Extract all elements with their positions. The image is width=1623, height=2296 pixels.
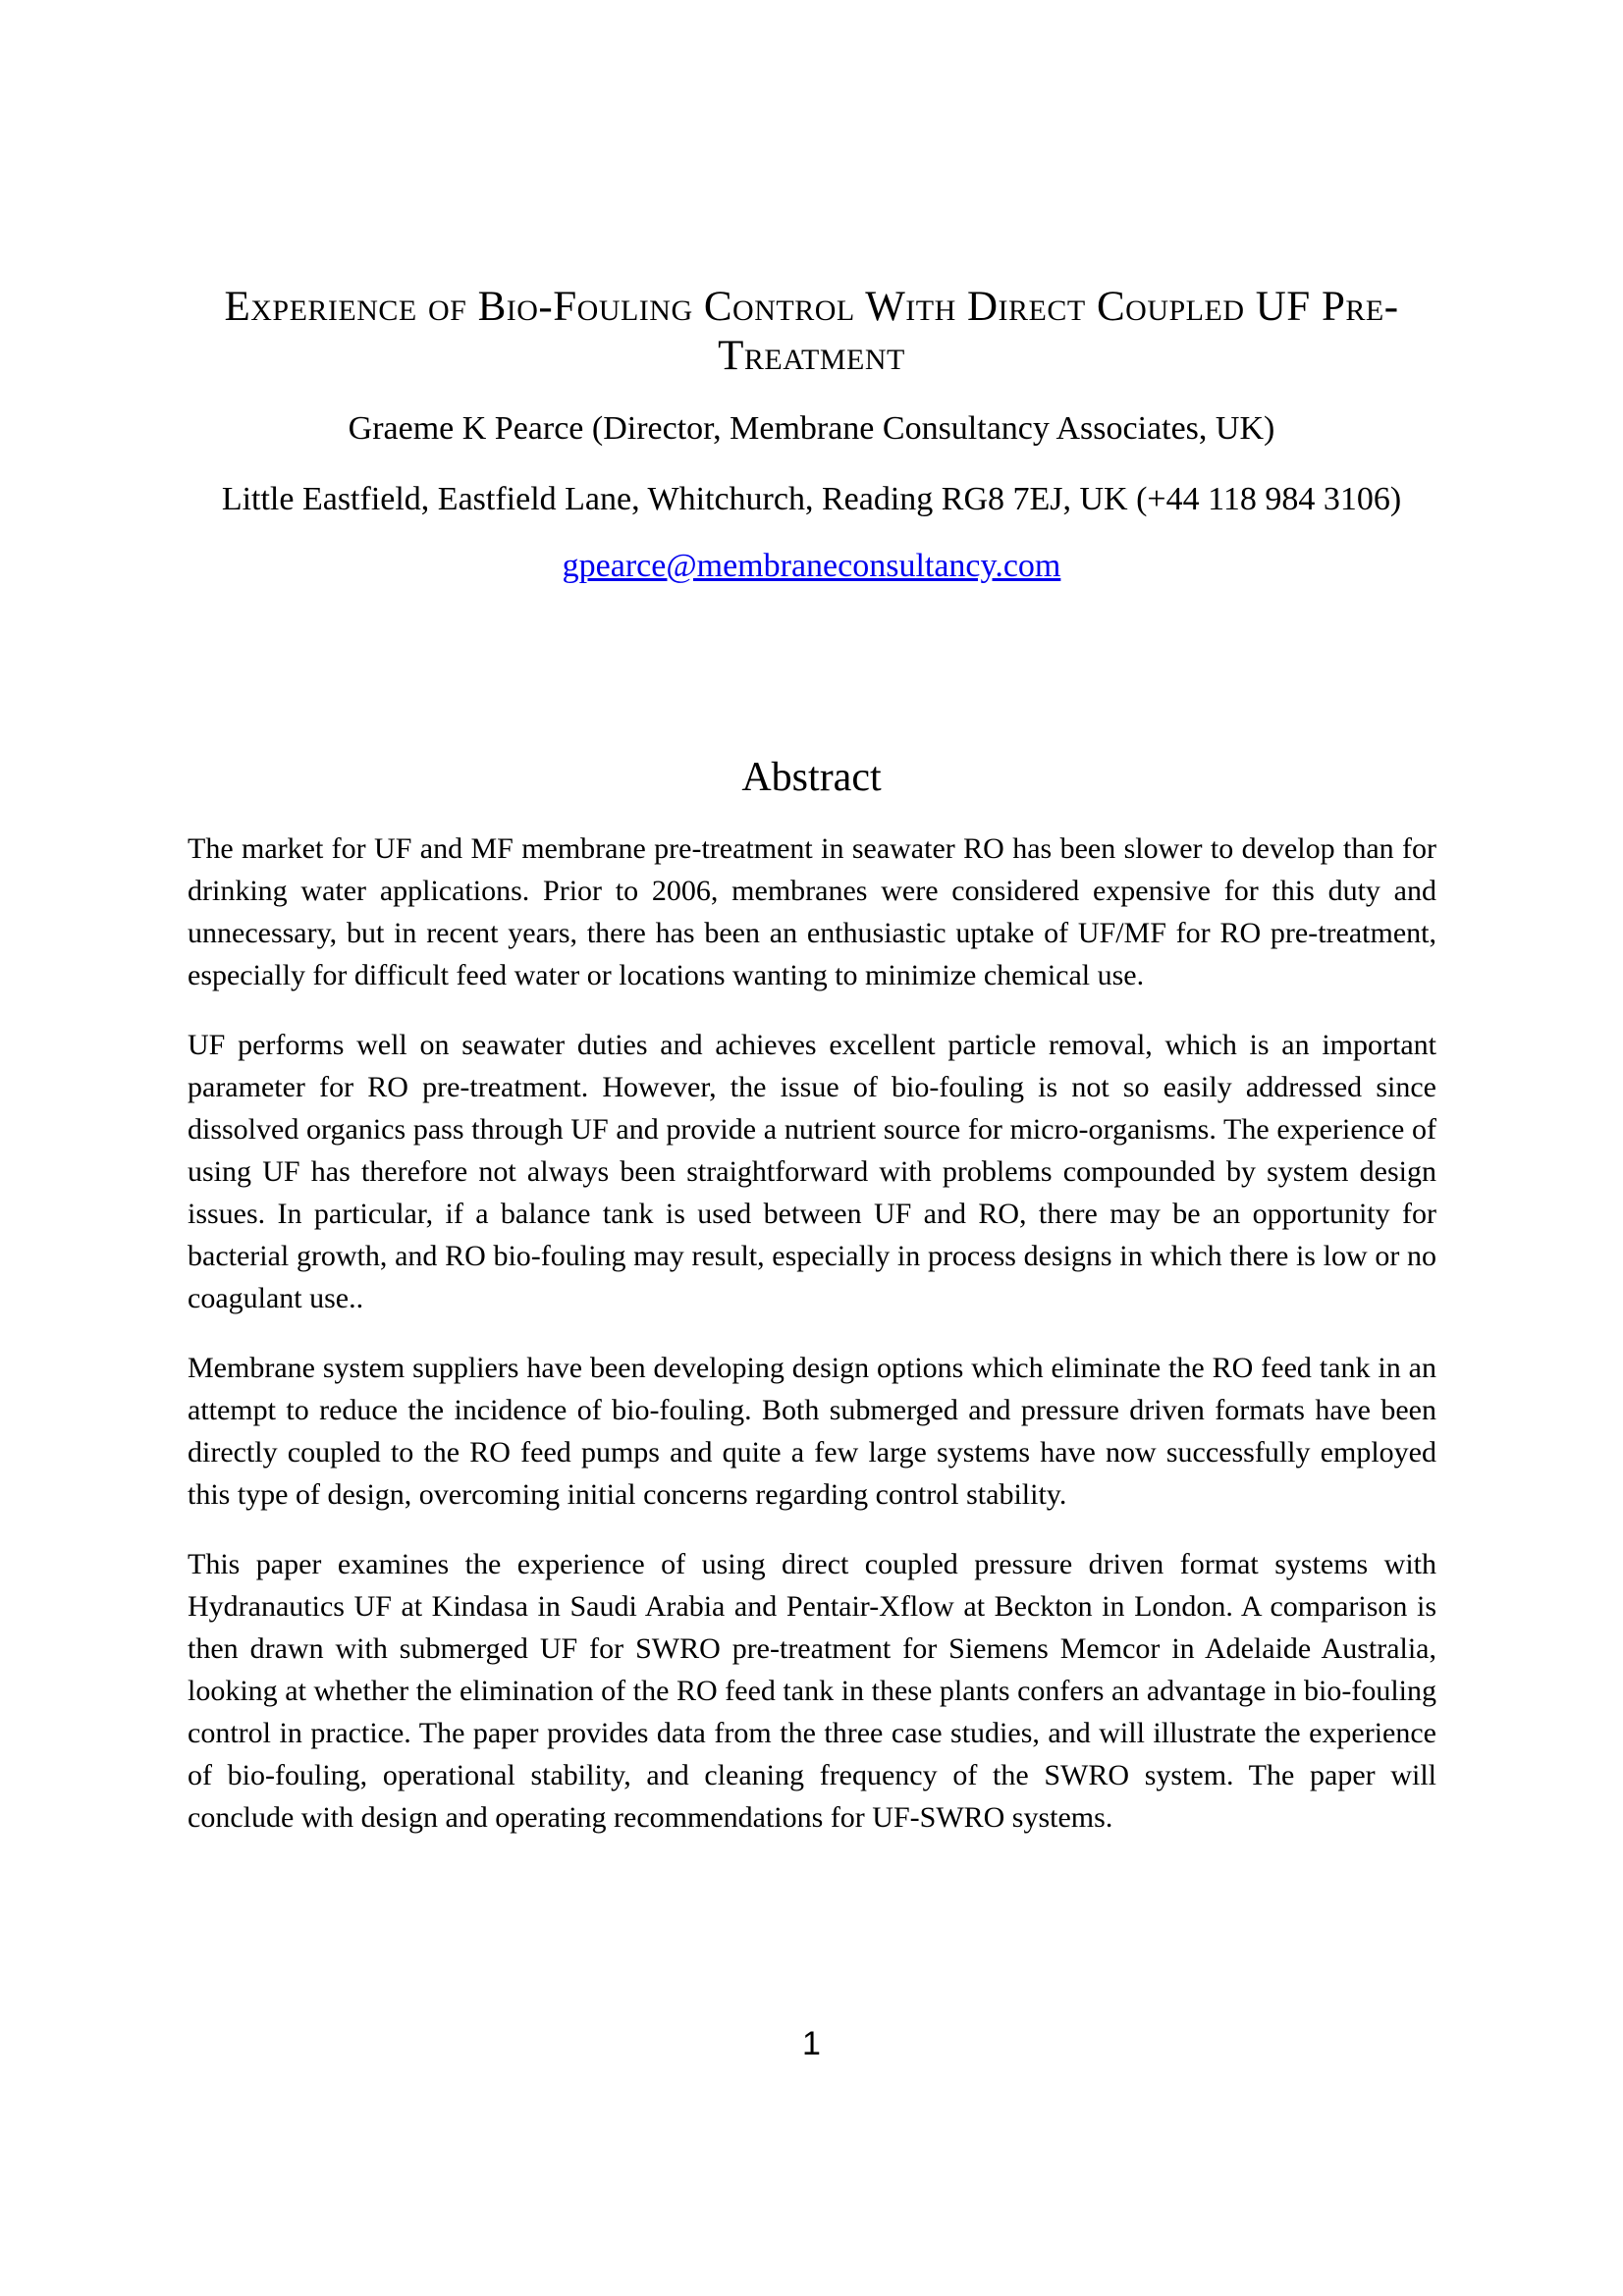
paper-title-line1: Experience of Bio-Fouling Control With Direct Coupled UF Pre-: [224, 284, 1399, 330]
page-number: 1: [802, 2025, 821, 2062]
email-link[interactable]: gpearce@membraneconsultancy.com: [562, 548, 1061, 584]
abstract-body: [188, 828, 1436, 1866]
abstract-heading: Abstract: [741, 755, 882, 800]
address-line: Little Eastfield, Eastfield Lane, Whitchurch, Reading RG8 7EJ, UK (+44 118 984 3106): [221, 481, 1402, 517]
abstract-paragraph-4: This paper examines the experience of using direct coupled pressure driven format systems with Hydranautics UF at Kindasa in Saudi Arabia and Pentair-Xflow at Beckton in London. A comparison is then drawn with submerged UF for SWRO pre-treatment for Siemens Memcor in Adelaide Australia, looking at whether the elimination of the RO feed tank in these plants confers an advantage in bio-fouling control in practice. The paper provides data from the three case studies, and will illustrate the experience of bio-fouling, operational stability, and cleaning frequency of the SWRO system. The paper will conclude with design and operating recommendations for UF-SWRO systems.: [188, 1548, 1436, 1834]
paper-title-line2: Treatment: [718, 333, 905, 379]
author-line: Graeme K Pearce (Director, Membrane Consultancy Associates, UK): [348, 410, 1275, 447]
paper-title: [187, 283, 1436, 381]
abstract-paragraph-3: Membrane system suppliers have been developing design options which eliminate the RO feed tank in an attempt to reduce the incidence of bio-fouling. Both submerged and pressure driven formats have been directly coupled to the RO feed pumps and quite a few large systems have now successfully employed this type of design, overcoming initial concerns regarding control stability.: [188, 1352, 1436, 1511]
email-line: [187, 546, 1436, 587]
abstract-paragraph-2: UF performs well on seawater duties and achieves excellent particle removal, which is an important parameter for RO pre-treatment. However, the issue of bio-fouling is not so easily addressed since dissolved organics pass through UF and provide a nutrient source for micro-organisms. The experience of using UF has therefore not always been straightforward with problems compounded by system design issues. In particular, if a balance tank is used between UF and RO, there may be an opportunity for bacterial growth, and RO bio-fouling may result, especially in process designs in which there is low or no coagulant use..: [188, 1029, 1436, 1314]
abstract-paragraph-1: The market for UF and MF membrane pre-treatment in seawater RO has been slower to develop than for drinking water applications. Prior to 2006, membranes were considered expensive for this duty and unnecessary, but in recent years, there has been an enthusiastic uptake of UF/MF for RO pre-treatment, especially for difficult feed water or locations wanting to minimize chemical use.: [188, 832, 1436, 991]
